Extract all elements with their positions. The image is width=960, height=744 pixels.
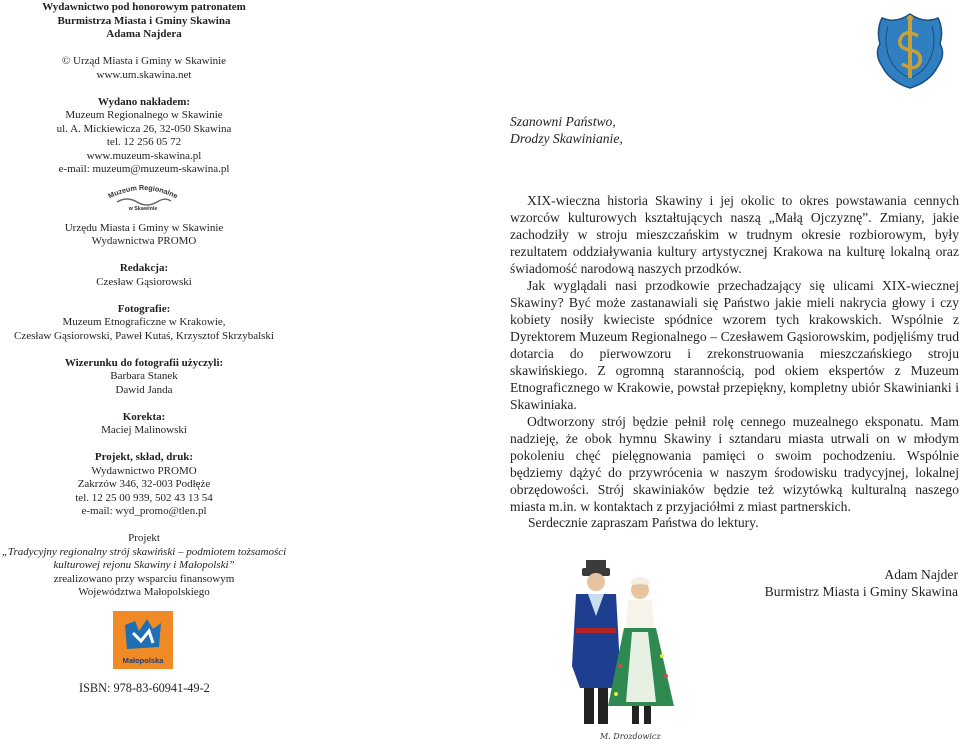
letter-greeting — [510, 113, 623, 147]
design-line: Zakrzów 346, 32-003 Podłęże — [77, 478, 211, 490]
publisher-line: e-mail: muzeum@muzeum-skawina.pl — [58, 163, 230, 175]
greeting-line: Drodzy Skawinianie, — [510, 131, 623, 146]
photos-line: Muzeum Etnograficzne w Krakowie, — [62, 316, 226, 328]
image-heading: Wizerunku do fotografii użyczyli: — [64, 356, 224, 369]
photos-line: Czesław Gąsiorowski, Paweł Kutaś, Krzysztof Skrzybalski — [14, 329, 274, 342]
logo-text-bottom: w Skawinie — [128, 206, 158, 212]
co-publisher-line: Wydawnictwa PROMO — [91, 235, 197, 247]
letter-paragraph: XIX-wieczna historia Skawiny i jej okolic to okres powstawania cennych wzorców kulturowych kształtujących naszą „Małą Ojczyznę”. Zmiany, jakie zachodziły w stroju mieszczańskim w trudnym okresie rozbiorowym, były rezultatem oddziaływania kultury artystycznej Krakowa na kulturę lokalną oraz świadomość narodową naszych przodków. — [510, 193, 959, 276]
svg-text:Muzeum Regionalne — [107, 183, 179, 201]
patron-line-3: Adama Najdera — [106, 28, 182, 40]
project-support-line: zrealizowano przy wsparciu finansowym — [53, 572, 235, 585]
letter-paragraph: Jak wyglądali nasi przodkowie przechadzający się ulicami XIX-wiecznej Skawiny? Być może zastanawiali się Państwo jakie mieli nakrycia głowy i czy kobiety nosiły kwieciste spódnice wzorem tych krakowskich. Wspólnie z Dyrektorem Muzeum Regionalnego – Czesławem Gąsiorowskim, podjęliśmy trud dotarcia do pierwowzoru i zrekonstruowania mieszczańskiego stroju skawińskiego. Z ogromną starannością, pod okiem ekspertów z Muzeum Etnograficznego w Krakowie, powstał przepiękny, kompletny ubiór Skawinianki i Skawiniaka. — [510, 278, 959, 412]
photos-heading: Fotografie: — [117, 302, 171, 315]
project-support-line: Województwa Małopolskiego — [78, 586, 210, 598]
project-title-line: kulturowej rejonu Skawiny i Małopolski” — [53, 559, 235, 571]
publisher-line: ul. A. Mickiewicza 26, 32-050 Skawina — [56, 122, 232, 135]
design-line: e-mail: wyd_promo@tlen.pl — [81, 505, 207, 517]
muzeum-regionalne-logo — [107, 182, 179, 212]
patron-line-1: Wydawnictwo pod honorowym patronatem — [42, 1, 246, 13]
coat-of-arms-icon — [874, 10, 946, 90]
copyright-line: © Urząd Miasta i Gminy w Skawinie — [61, 55, 227, 67]
image-line: Dawid Janda — [115, 383, 173, 396]
letter-body — [510, 192, 959, 515]
signature-name: Adam Najder — [884, 567, 958, 582]
co-publisher-line: Urzędu Miasta i Gminy w Skawinie — [64, 221, 224, 234]
publisher-line: www.muzeum-skawina.pl — [86, 149, 202, 162]
publisher-line: tel. 12 256 05 72 — [106, 136, 182, 148]
illustration-signature: M. Drozdowicz — [600, 732, 661, 741]
patron-line-2: Burmistrza Miasta i Gminy Skawina — [57, 14, 231, 27]
editor-name: Czesław Gąsiorowski — [96, 275, 192, 288]
publisher-heading: Wydano nakładem: — [97, 95, 191, 108]
letter-closing: Serdecznie zapraszam Państwa do lektury. — [528, 515, 759, 530]
proof-heading: Korekta: — [122, 410, 166, 423]
colophon — [0, 0, 288, 600]
letter-signature — [765, 566, 958, 600]
design-line: Wydawnictwo PROMO — [91, 464, 197, 477]
project-label: Projekt — [128, 532, 160, 544]
logo-text-top: Muzeum Regionalne — [107, 182, 179, 201]
folk-costume-illustration — [528, 556, 700, 742]
project-title-line: „Tradycyjny regionalny strój skawiński – podmiotem tożsamości — [1, 545, 287, 558]
letter-paragraph: Odtworzony strój będzie pełnił rolę cennego muzealnego eksponatu. Mam nadzieję, że obok hymnu Skawiny i sztandaru miasta utrwali on w młodym pokoleniu chęć pielęgnowania pamięci o swoim pochodzeniu. Wspólnie będziemy dążyć do przywrócenia w naszym środowisku tradycyjnej, lokalnej obrzędowości. Strój skawiniaków będzie też wizytówką kulturalną naszego miasta m.in. w kontaktach z przyjaciółmi z miast partnerskich. — [510, 414, 959, 514]
signature-title: Burmistrz Miasta i Gminy Skawina — [764, 584, 958, 599]
design-heading: Projekt, skład, druk: — [94, 451, 194, 463]
proof-line: Maciej Malinowski — [101, 424, 187, 436]
malopolska-logo — [113, 611, 173, 669]
isbn: ISBN: 978-83-60941-49-2 — [79, 681, 210, 695]
copyright-url: www.um.skawina.net — [96, 68, 192, 81]
image-line: Barbara Stanek — [110, 370, 178, 382]
editor-heading: Redakcja: — [119, 262, 169, 274]
publisher-line: Muzeum Regionalnego w Skawinie — [65, 109, 223, 121]
malopolska-label: Małopolska — [122, 656, 164, 665]
design-line: tel. 12 25 00 939, 502 43 13 54 — [75, 491, 213, 504]
greeting-line: Szanowni Państwo, — [510, 114, 616, 129]
